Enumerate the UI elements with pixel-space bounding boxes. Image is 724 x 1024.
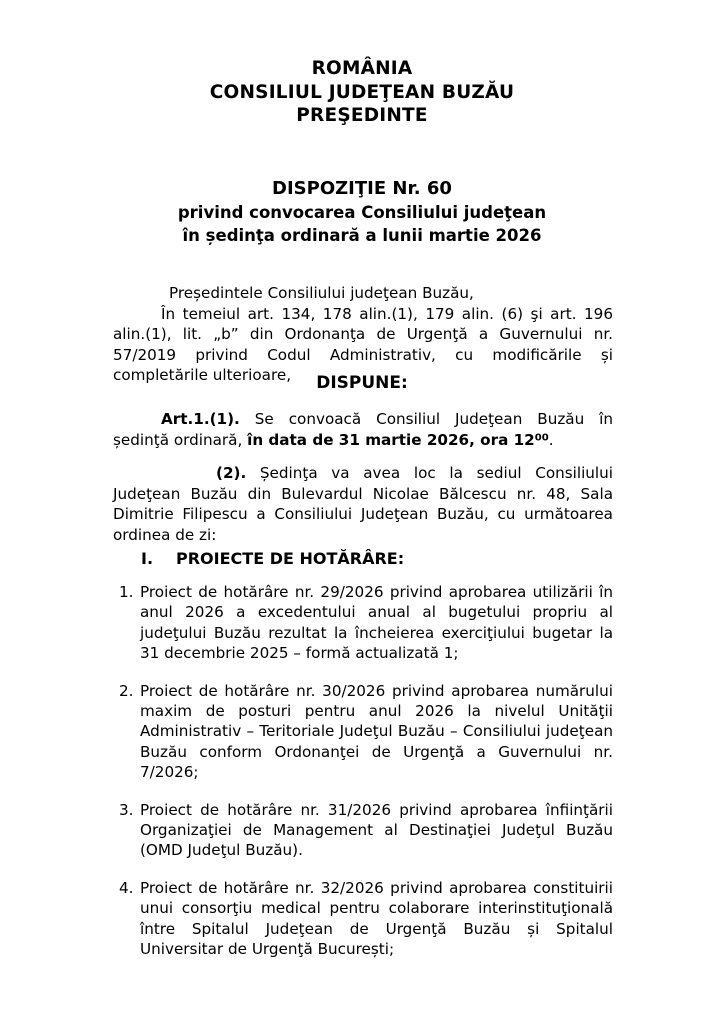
masthead-country: ROMÂNIA (311, 58, 413, 79)
act-title-line3: în ședinţa ordinară a lunii martie 2026 (182, 226, 542, 245)
alin-2-text: Ședinţa va avea loc la sediul Consiliului Judeţean Buzău din Bulevardul Nicolae Bălcescu nr. 48, Sala Dimitrie Filipescu a Consiliului Judeţean Buzău, cu următoarea ordinea de zi: (113, 464, 613, 544)
act-title-prefix: DISPOZIŢIE Nr. (272, 178, 427, 199)
section-heading-label: PROIECTE DE HOTĂRÂRE: (176, 549, 405, 568)
article-1-date-time-text: în data de 31 martie 2026, ora 12 (247, 430, 535, 449)
list-item-number: 3. (119, 800, 134, 819)
act-title-number-line (0, 176, 724, 201)
article-1-time-superscript: 00 (534, 432, 549, 443)
list-item (113, 878, 613, 960)
article-1-text: Se convoacă Consiliul Judeţean Buzău în ședinţă ordinară, (113, 410, 613, 449)
section-roman-numeral: I. (141, 549, 154, 568)
masthead (0, 57, 724, 128)
article-1-label: Art.1.(1). (161, 410, 240, 428)
act-title-line2: privind convocarea Consiliului judeţean (177, 203, 547, 222)
preamble-paragraph (113, 283, 613, 386)
list-item-text: Proiect de hotărâre nr. 31/2026 privind aprobarea înfiinţării Organizaţiei de Management al Destinaţiei Judeţul Buzău (OMD Judeţul Buzău). (140, 800, 613, 860)
list-item-number: 2. (119, 681, 134, 700)
article-1-alin-2-paragraph (113, 463, 613, 545)
article-1-period: . (548, 430, 554, 449)
article-1-date-time (247, 431, 549, 449)
list-item (113, 582, 613, 664)
act-title-number: 60 (426, 178, 452, 199)
masthead-institution: CONSILIUL JUDEŢEAN BUZĂU (209, 81, 515, 103)
list-item (113, 681, 613, 783)
list-item-text: Proiect de hotărâre nr. 30/2026 privind aprobarea numărului maxim de posturi pentru anul 2026 la nivelul Unităţii Administrativ – Teritoriale Judeţul Buzău – Consiliului judeţean Buzău conform Ordonanţei de Urgenţă a Guvernului nr. 7/2026; (140, 681, 613, 782)
list-item-number: 4. (119, 878, 134, 897)
alin-2-label: (2). (216, 464, 247, 482)
dispune-heading: DISPUNE: (316, 373, 408, 393)
list-item-text: Proiect de hotărâre nr. 32/2026 privind aprobarea constituirii unui consorţiu medical pentru colaborare interinstituţională între Spitalul Judeţean de Urgenţă Buzău și Spitalul Universitar de Urgenţă București; (140, 878, 613, 959)
act-title-block (0, 176, 724, 247)
article-1-paragraph (113, 409, 613, 450)
list-item (113, 800, 613, 861)
preamble-line-2-text: În temeiul art. 134, 178 alin.(1), 179 alin. (6) şi art. 196 alin.(1), lit. „b” din Ordonanţa de Urgenţă a Guvernului nr. 57/2019 privind Codul Administrativ, cu modificările și completările ulterioare, (113, 304, 613, 384)
agenda-items-list (113, 582, 613, 960)
list-item-text: Proiect de hotărâre nr. 29/2026 privind aprobarea utilizării în anul 2026 a excedentului anual al bugetului propriu al judeţului Buzău rezultat la încheierea exerciţiului bugetar la 31 decembrie 2025 – formă actualizată 1; (140, 583, 613, 663)
section-heading-proiecte (141, 548, 404, 569)
masthead-role: PREŞEDINTE (296, 105, 428, 126)
list-item-number: 1. (119, 583, 134, 601)
preamble-line-1: Președintele Consiliului judeţean Buzău, (169, 284, 474, 302)
